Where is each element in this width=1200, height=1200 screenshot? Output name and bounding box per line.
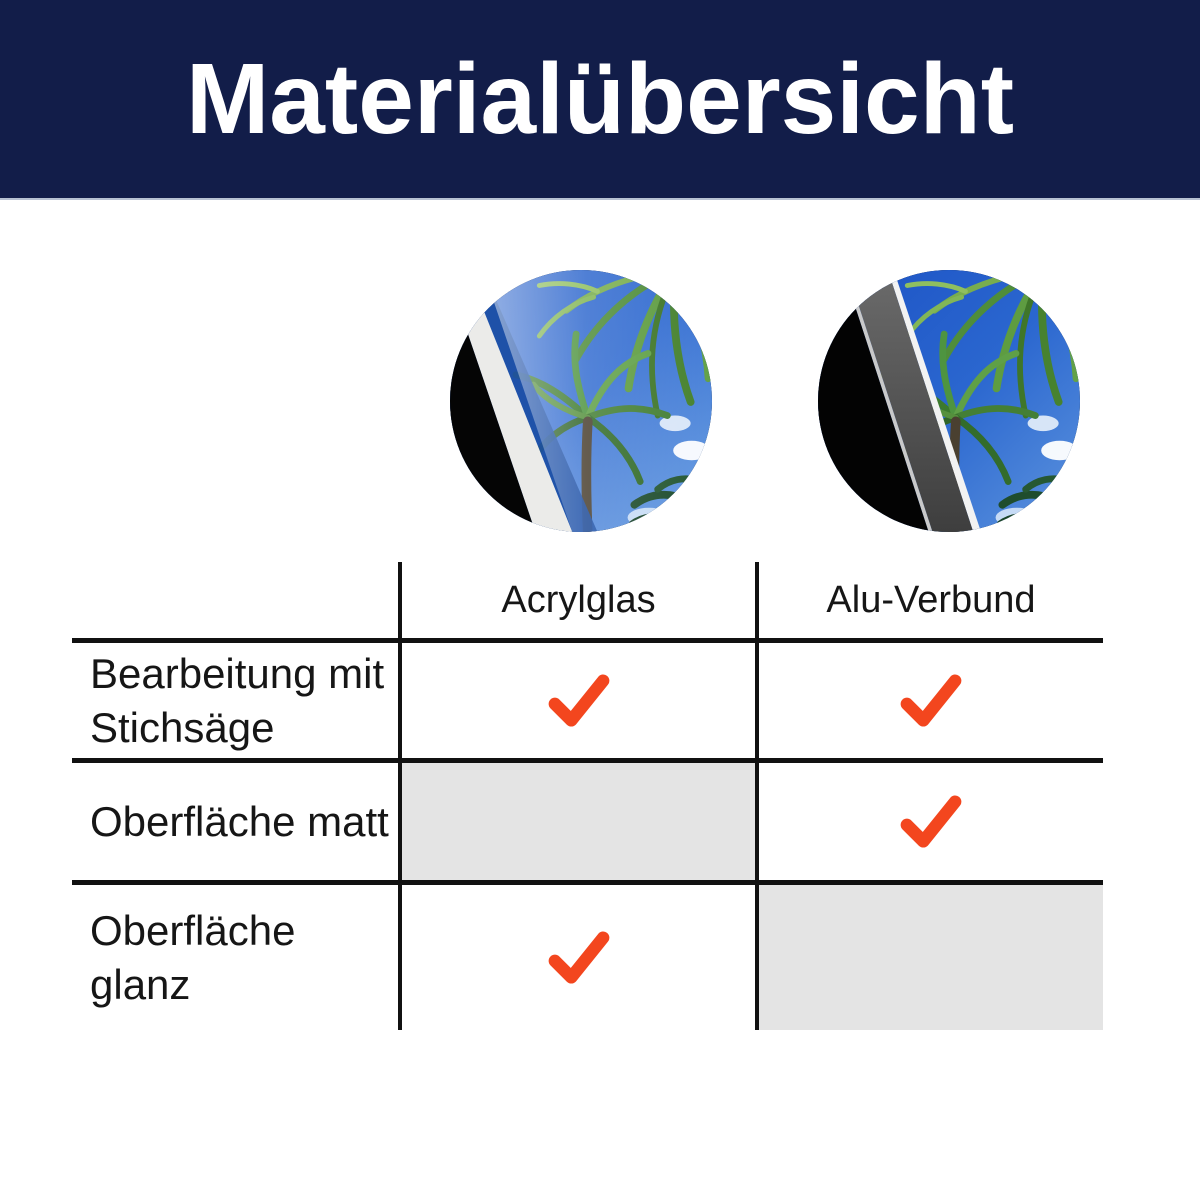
check-icon <box>548 931 610 985</box>
row-label: Oberfläche matt <box>90 797 389 845</box>
row-label: Bearbeitung mit Stichsäge <box>90 649 385 751</box>
material-comparison-table <box>72 562 1103 1030</box>
alu-verbund-sample-image <box>818 270 1080 532</box>
page-title: Materialübersicht <box>185 43 1015 155</box>
alu-verbund-palm-photo <box>818 270 1080 532</box>
check-icon <box>548 674 610 728</box>
table-row <box>72 643 1103 763</box>
acrylglas-palm-photo <box>450 270 712 532</box>
title-banner <box>0 0 1200 200</box>
feature-available-cell <box>755 643 1103 758</box>
feature-available-cell <box>398 885 755 1030</box>
table-column-header-acrylglas: Acrylglas <box>398 562 755 638</box>
table-column-header-alu-verbund: Alu-Verbund <box>755 562 1103 638</box>
acrylglas-sample-image <box>450 270 712 532</box>
feature-available-cell <box>755 763 1103 880</box>
table-header-row <box>72 562 1103 643</box>
check-icon <box>900 795 962 849</box>
feature-unavailable-cell <box>755 885 1103 1030</box>
feature-available-cell <box>398 643 755 758</box>
check-icon <box>900 674 962 728</box>
table-row <box>72 763 1103 885</box>
table-corner-cell <box>72 562 398 638</box>
row-label: Oberfläche glanz <box>90 906 296 1008</box>
table-row <box>72 885 1103 1030</box>
table-body <box>72 643 1103 1030</box>
feature-unavailable-cell <box>398 763 755 880</box>
